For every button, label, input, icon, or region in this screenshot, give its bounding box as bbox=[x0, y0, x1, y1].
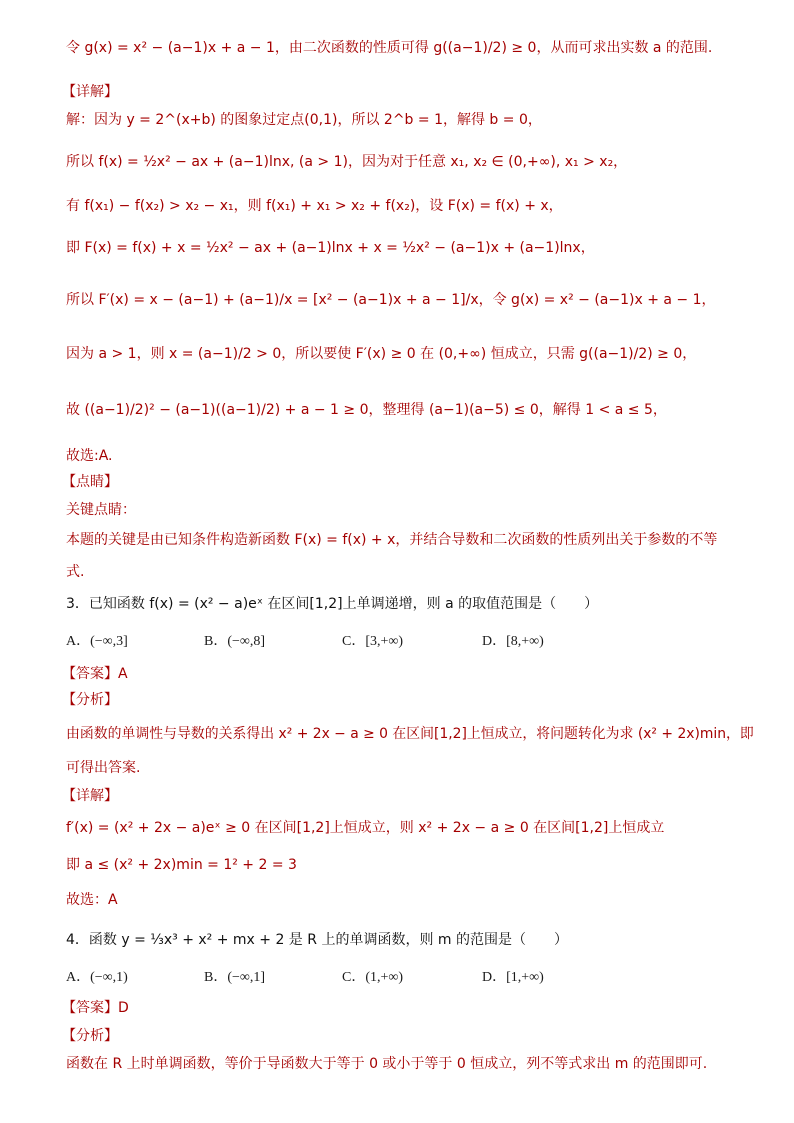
text-line: 有 f(x₁) − f(x₂) > x₂ − x₁，则 f(x₁) + x₁ > x₂ + f(x₂)，设 F(x) = f(x) + x， bbox=[66, 198, 563, 214]
option-c: C．[3,+∞) bbox=[342, 634, 404, 649]
text-line: 所以 F′(x) = x − (a−1) + (a−1)/x = [x² − (a−1)x + a − 1]/x，令 g(x) = x² − (a−1)x + a − 1， bbox=[66, 292, 716, 308]
option-b: B．(−∞,8] bbox=[204, 634, 266, 649]
section-heading-point: 【点睛】 bbox=[62, 474, 118, 490]
section-heading-detail: 【详解】 bbox=[62, 788, 118, 804]
text-line: 式. bbox=[66, 564, 85, 580]
text-line: 所以 f(x) = ½x² − ax + (a−1)lnx, (a > 1)，因为对于任意 x₁, x₂ ∈ (0,+∞), x₁ > x₂， bbox=[66, 154, 628, 170]
analysis-heading: 【分析】 bbox=[62, 692, 118, 708]
question-3: 3．已知函数 f(x) = (x² − a)eˣ 在区间[1,2]上单调递增，则 a 的取值范围是（ ） bbox=[66, 596, 599, 612]
question-4: 4．函数 y = ⅓x³ + x² + mx + 2 是 R 上的单调函数，则 m 的范围是（ ） bbox=[66, 932, 568, 948]
section-heading-detail: 【详解】 bbox=[62, 84, 118, 100]
answer-heading: 【答案】A bbox=[62, 666, 128, 682]
answer-heading: 【答案】D bbox=[62, 1000, 129, 1016]
option-c: C．(1,+∞) bbox=[342, 970, 404, 985]
text-line: 可得出答案. bbox=[66, 760, 141, 776]
option-a: A．(−∞,1) bbox=[66, 970, 128, 985]
text-line: f′(x) = (x² + 2x − a)eˣ ≥ 0 在区间[1,2]上恒成立，则 x² + 2x − a ≥ 0 在区间[1,2]上恒成立 bbox=[66, 820, 665, 836]
text-line: 即 F(x) = f(x) + x = ½x² − ax + (a−1)lnx + x = ½x² − (a−1)x + (a−1)lnx， bbox=[66, 240, 595, 256]
option-a: A．(−∞,3] bbox=[66, 634, 128, 649]
option-b: B．(−∞,1] bbox=[204, 970, 266, 985]
text-line: 故选:A. bbox=[66, 448, 113, 464]
text-line: 即 a ≤ (x² + 2x)min = 1² + 2 = 3 bbox=[66, 857, 297, 873]
text-line: 因为 a > 1，则 x = (a−1)/2 > 0，所以要使 F′(x) ≥ 0 在 (0,+∞) 恒成立，只需 g((a−1)/2) ≥ 0， bbox=[66, 346, 697, 362]
text-line: 本题的关键是由已知条件构造新函数 F(x) = f(x) + x，并结合导数和二次函数的性质列出关于参数的不等 bbox=[66, 532, 718, 548]
text-line: 函数在 R 上时单调函数，等价于导函数大于等于 0 或小于等于 0 恒成立，列不等式求出 m 的范围即可. bbox=[66, 1056, 708, 1072]
text-line: 故 ((a−1)/2)² − (a−1)((a−1)/2) + a − 1 ≥ 0，整理得 (a−1)(a−5) ≤ 0，解得 1 < a ≤ 5， bbox=[66, 402, 667, 418]
option-d: D．[8,+∞) bbox=[482, 634, 544, 649]
analysis-heading: 【分析】 bbox=[62, 1028, 118, 1044]
text-line: 令 g(x) = x² − (a−1)x + a − 1，由二次函数的性质可得 g((a−1)/2) ≥ 0，从而可求出实数 a 的范围. bbox=[66, 40, 713, 56]
text-line: 由函数的单调性与导数的关系得出 x² + 2x − a ≥ 0 在区间[1,2]上恒成立，将问题转化为求 (x² + 2x)min，即 bbox=[66, 726, 754, 742]
text-line: 故选：A bbox=[66, 892, 118, 908]
option-d: D．[1,+∞) bbox=[482, 970, 544, 985]
text-line: 解：因为 y = 2^(x+b) 的图象过定点(0,1)，所以 2^b = 1，解得 b = 0， bbox=[66, 112, 542, 128]
text-line: 关键点睛： bbox=[66, 502, 136, 518]
